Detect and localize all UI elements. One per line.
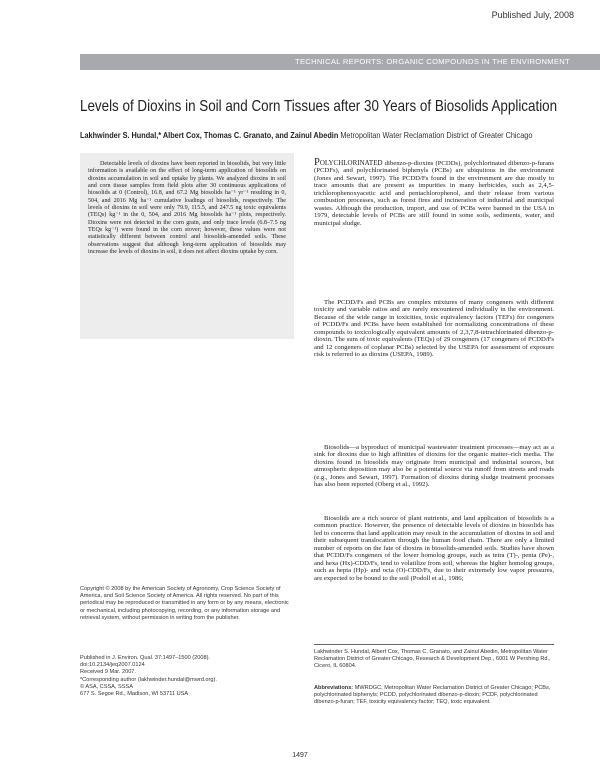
doi-line: doi:10.2134/jeq2007.0124 (80, 662, 145, 669)
published-date: Published July, 2008 (491, 10, 574, 20)
section-label: TECHNICAL REPORTS: ORGANIC COMPOUNDS IN THE ENVIRONMENT (295, 57, 570, 66)
author-names: Lakhwinder S. Hundal,* Albert Cox, Thomas C. Granato, and Zainul Abedin (80, 130, 339, 140)
body-paragraph-1 (314, 159, 554, 227)
publication-info (80, 655, 294, 698)
author-address-note: Lakhwinder S. Hundal, Albert Cox, Thomas C. Granato, and Zainul Abedin, Metropolitan Water Reclamation District of Greater Chicago, Research & Development Dep., 6001 W Pershing Rd., Cicero, IL 60804. (314, 649, 551, 670)
copyright-notice: Copyright © 2008 by the American Society of Agronomy, Crop Science Society of America, and Soil Science Society of America. All rights reserved. No part of this periodical may be reproduced or transmitted in any form or by any means, electronic or mechanical, including photocopying, recording, or any information storage and retrieval system, without permission in writing from the publisher. (80, 586, 289, 621)
abstract-box (80, 153, 294, 339)
body-paragraph-4: Biosolids are a rich source of plant nutrients, and land application of biosolids is a common practice. However, the presence of detectable levels of dioxins in biosolids has led to concerns that land application may result in the accumulation of dioxins in soil and their subsequent translocation through the human food chain. There are only a limited number of reports on the fate of dioxins in biosolids-amended soils. Studies have shown that PCDD/Fs congeners of the lower homolog groups, such as tetra (T)-, penta (Pe)-, and hexa (Hx)-CDD/Fs, tend to volatilize from soil, whereas the higher homolog groups, such as hepta (Hp)- and octa (O)-CDD/Fs, due to their extremely low vapor pressures, are expected to be bound to the soil (Podoll et al., 1986; (314, 515, 554, 582)
abstract-text: Detectable levels of dioxins have been reported in biosolids, but very little information is available on the effect of long-term application of biosolids on dioxins accumulation in soil and uptake by plants. We analyzed dioxins in soil and corn tissue samples from field plots after 30 continuous applications of biosolids at 0 (Control), 16.8, and 67.2 Mg biosolids ha⁻¹ yr⁻¹ resulting in 0, 504, and 2016 Mg ha⁻¹ cumulative loadings of biosolids, respectively. The levels of dioxins in soil were only 79.9, 115.5, and 247.5 ng toxic equivalents (TEQs) kg⁻¹ in the 0, 504, and 2016 Mg biosolids ha⁻¹ plots, respectively. Dioxins were not detected in the corn grain, and only trace levels (6.8–7.5 ng TEQs kg⁻¹) were found in the corn stover; however, these values were not statistically different between control and biosolids-amended soils. These observations suggest that although long-term application of biosolids may increase the levels of dioxins in soil, it does not affect dioxins uptake by corn. (88, 161, 286, 256)
abbreviations-text: MWRDGC, Metropolitan Water Reclamation District of Greater Chicago; PCBs, polychlorinated biphenyls; PCDD, polychlorinated dibenzo-p-dioxin; PCDF, polychlorinated dibenzo-p-furan; TEF, toxicity equivalency factor; TEQ, toxic equivalent. (314, 685, 551, 706)
article-title: Levels of Dioxins in Soil and Corn Tissues after 30 Years of Biosolids Application (80, 98, 558, 115)
publication-line: Published in J. Environ. Qual. 37:1497–1500 (2008). (80, 655, 210, 661)
received-line: Received 9 Mar. 2007. (80, 669, 136, 676)
body-paragraph-2: The PCDD/Fs and PCBs are complex mixtures of many congeners with different toxicity and variable ratios and are rarely encountered individually in the environment. Because of the wide range in toxicities, toxic equivalency factors (TEFs) for congeners of PCDD/Fs and PCBs have been established for normalizing concentrations of these compounds to toxicologically equivalent amounts of 2,3,7,8-tetrachlorinated dibenzo-p-dioxin. The sum of toxic equivalents (TEQs) of 29 congeners (17 congeners of PCDD/Fs and 12 congeners of coplanar PCBs) selected by the USEPA for assessment of exposure risk is referred to as dioxins (USEPA, 1989). (314, 299, 554, 359)
author-line (80, 130, 573, 140)
address-line: 677 S. Segoe Rd., Madison, WI 53711 USA (80, 691, 189, 698)
section-banner (80, 54, 600, 70)
page-number: 1497 (292, 752, 308, 759)
lead-word: Polychlorinated (314, 157, 383, 168)
abbreviations-note (314, 685, 554, 707)
body-paragraph-3: Biosolids—a byproduct of municipal wastewater treatment processes—may act as a sink for dioxins due to high affinities of dioxins for the organic matter–rich media. The dioxins found in biosolids may originate from municipal and industrial sources, but atmospheric deposition may also be a potential source via runoff from streets and roads (e.g., Jones and Sewart, 1997). Formation of dioxins during sludge treatment processes has also been reported (Oberg et al., 1992). (314, 444, 554, 489)
author-affiliation: Metropolitan Water Reclamation District of Greater Chicago (340, 130, 533, 140)
corresponding-author-line: *Corresponding author (lakhwinder.hundal@mwrd.org). (80, 676, 217, 683)
paragraph-1-text: dibenzo-p-dioxins (PCDDs), polychlorinated dibenzo-p-furans (PCDFs), and polychlorinated biphenyls (PCBs) are ubiquitous in the environment (Jones and Sewart, 1997). The PCDD/Fs found in the environment are due mostly to trace amounts that are present as impurities in many herbicides, such as 2,4,5-trichlorophenoxyacetic acid and pentachlorophenol, and their release from various combustion processes, such as forest fires and incineration of industrial and municipal wastes. Although the production, import, and use of PCBs were banned in the USA in 1979, detectable levels of PCBs are still found in some soils, sediments, water, and municipal sludge. (314, 160, 554, 227)
society-line: © ASA, CSSA, SSSA (80, 683, 133, 690)
footnote-divider (314, 644, 554, 645)
abbreviations-label: Abbreviations: (314, 685, 354, 691)
